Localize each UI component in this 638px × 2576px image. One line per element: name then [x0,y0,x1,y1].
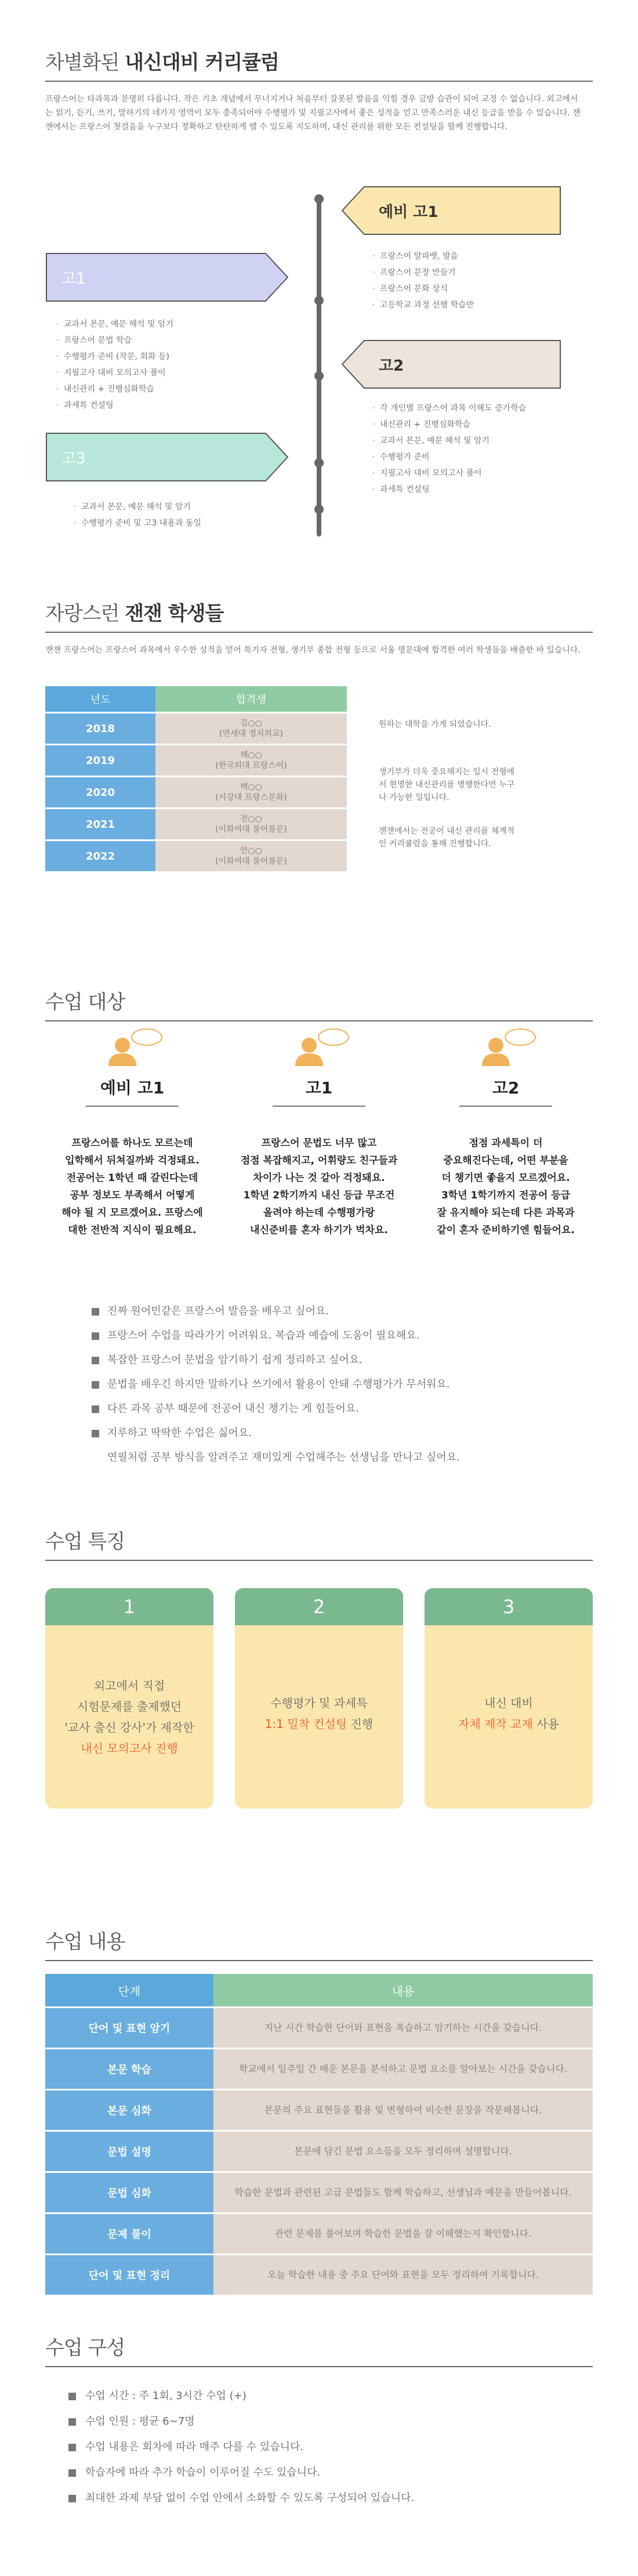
students-note: 생기부가 더욱 중요해지는 입시 전형에서 현명한 내신관리를 병행한다면 누구나 가능한 일입니다. [379,767,515,802]
timeline-dot [314,296,324,305]
table-row: 2018 김○○ (연세대 정치외교) [45,713,347,744]
stage-flag-3: 고3 [45,432,289,482]
table-row: 단어 및 표현 정리 오늘 학습한 내용 중 주요 단어와 표현을 모두 정리하여 기록합니다. [45,2255,593,2295]
contents-title: 수업 내용 [45,1926,593,1961]
stage-list-1: · 교과서 본문, 예문 해석 및 암기 · 프랑스어 문법 학습 · 수행평가 준비 (작문, 회화 등) · 지필고사 대비 모의고사 풀이 · 내신관리 + 진행심화학습 · 과세특 컨설팅 [51,316,173,414]
table-row: 본문 심화 본문의 주요 표현들을 활용 및 변형하여 비슷한 문장을 작문해봅니다. [45,2090,593,2130]
table-row: 본문 학습 학교에서 일주일 간 배운 본문을 분석하고 문법 요소를 알아보는 시간을 갖습니다. [45,2049,593,2089]
target-title: 수업 대상 [45,986,593,1021]
target-card-pre1: 예비 고1 프랑스어를 하나도 모르는데 입학해서 뒤쳐질까봐 걱정돼요. 전공어는 1학년 때 갈린다는데 공부 정보도 부족해서 어떻게 해야 될 지 모르겠어요. 프랑스에 대한 전반적 지식이 필요해요. [45,1027,219,1239]
table-row: 문법 심화 학습한 문법과 관련된 고급 문법들도 함께 학습하고, 선생님과 예문을 만들어봅니다. [45,2173,593,2212]
target-checklist [92,1299,460,1470]
stage-list-2: · 각 개인별 프랑스어 과목 이해도 증가학습 · 내신관리 + 진행심화학습 · 교과서 본문, 예문 해석 및 암기 · 수행평가 준비 · 지필고사 대비 모의고사 풀이 · 과세특 컨설팅 [367,400,526,498]
curriculum-section [45,46,593,557]
student-avatar-icon [287,1027,351,1067]
col-year: 년도 [45,686,155,712]
students-table [45,684,347,873]
students-title: 자랑스런 잰잰 학생들 [45,597,593,633]
students-intro: 잰잰 프랑스어는 프랑스어 과목에서 우수한 성적을 얻어 특기자 전형, 생기부 종합 전형 등으로 서울 명문대에 합격한 여러 학생들을 배출한 바 있습니다. [45,646,581,655]
table-row: 2019 해○○ (한국외대 프랑스어) [45,745,347,776]
list-item: 수업 시간 : 주 1회, 3시간 수업 (+) [68,2383,593,2409]
student-avatar-icon [474,1027,538,1067]
stage-list-3: · 교과서 본문, 예문 해석 및 암기 · 수행평가 준비 및 고3 내용과 동일 [68,499,201,531]
table-row: 2022 안○○ (이화여대 불어불문) [45,841,347,871]
feature-card-1: 1 외고에서 직접 시험문제를 출제했던 '교사 출신 강사'가 제작한 내신 모의고사 진행 [45,1588,213,1809]
feature-card-2: 2 수행평가 및 과세특 1:1 밀착 컨설팅 진행 [235,1588,403,1809]
table-row: 단어 및 표현 암기 지난 시간 학습한 단어와 표현을 복습하고 암기하는 시간을 갖습니다. [45,2008,593,2048]
curriculum-intro: 프랑스어는 타과목과 분명히 다릅니다. 작은 기초 개념에서 무너지거나 처음부터 잘못된 발음을 익힐 경우 금방 습관이 되어 교정 수 없습니다. 외고에서는 읽기, 듣기, 쓰기, 말하기의 네가지 영역이 모두 충족되어야 수행평가 및 지필고사에서 좋은 성적을 얻고 만족스러운 내신 등급을 받을 수 있습니다. 잰잰에서는 프랑스어 첫걸음을 누구보다 정확하고 탄탄하게 뗄 수 있도록 지도하며, 내신 관리를 위한 모든 컨설팅을 함께 진행합니다. [45,95,581,132]
list-item: 수업 인원 : 평균 6~7명 [68,2409,593,2434]
list-item: 지루하고 딱딱한 수업은 싫어요. [92,1421,460,1445]
col-step: 단계 [45,1974,213,2006]
table-row: 문법 설명 본문에 담긴 문법 요소들을 모두 정리하며 설명합니다. [45,2132,593,2171]
feature-card-3: 3 내신 대비 자체 제작 교재 사용 [425,1588,593,1809]
composition-title: 수업 구성 [45,2332,593,2367]
list-item: 학습자에 따라 추가 학습이 이루어질 수도 있습니다. [68,2460,593,2486]
col-result: 합격생 [155,686,347,712]
timeline-dot [314,505,324,514]
table-row: 2021 전○○ (이화여대 불어불문) [45,809,347,839]
composition-list [68,2383,593,2511]
list-item: 최대한 과제 부담 없이 수업 안에서 소화할 수 있도록 구성되어 있습니다. [68,2486,593,2511]
target-card-1: 고1 프랑스어 문법도 너무 많고 점점 복잡해지고, 어휘량도 친구들과 차이가 나는 것 같아 걱정돼요. 1학년 2학기까지 내신 등급 무조건 올려야 하는데 수행평가랑 내신준비를 혼자 하기가 벅차요. [232,1027,406,1239]
target-section [45,986,593,1520]
timeline-dot [314,194,324,204]
students-section [45,597,593,922]
list-item: 연필처럼 공부 방식을 알려주고 재미있게 수업해주는 선생님을 만나고 싶어요. [107,1451,460,1463]
features-section [45,1526,593,1827]
contents-section [45,1926,593,2343]
table-row: 2020 백○○ (서강대 프랑스문화) [45,777,347,807]
col-desc: 내용 [213,1974,593,2006]
list-item: 진짜 원어민같은 프랑스어 발음을 배우고 싶어요. [92,1299,460,1324]
table-row: 문제 풀이 관련 문제를 풀어보며 학습한 문법을 잘 이해했는지 확인합니다. [45,2214,593,2253]
stage-flag-pre1: 예비 고1 [341,186,561,236]
features-title: 수업 특징 [45,1526,593,1561]
target-card-2: 고2 점점 과세특이 더 중요해진다는데, 어떤 부분을 더 챙기면 좋을지 모르겠어요. 3학년 1학기까지 전공어 등급 잘 유지해야 되는데 다른 과목과 같이 혼자 준비하기엔 힘들어요. [419,1027,593,1239]
list-item: 수업 내용은 회차에 따라 매주 다를 수 있습니다. [68,2434,593,2460]
list-item: 문법을 배우긴 하지만 말하기나 쓰기에서 활용이 안돼 수행평가가 무서워요. [92,1372,460,1397]
list-item: 다른 과목 공부 때문에 전공어 내신 챙기는 게 힘들어요. [92,1397,460,1421]
students-note: 잰잰에서는 전공어 내신 관리를 체계적인 커리큘럼을 통해 진행합니다. [379,827,515,849]
timeline-line [317,194,321,537]
contents-table [45,1972,593,2296]
list-item: 프랑스어 수업을 따라가기 어려워요. 복습과 예습에 도움이 필요해요. [92,1324,460,1348]
student-avatar-icon [100,1027,164,1067]
timeline-dot [314,371,324,381]
stage-list-pre1: · 프랑스어 알파벳, 발음 · 프랑스어 문장 만들기 · 프랑스어 문화 상식 · 고등학교 과정 선행 학습반 [367,248,474,313]
stage-flag-1: 고1 [45,252,289,302]
composition-section [45,2332,593,2564]
students-note: 원하는 대학을 가게 되었습니다. [379,720,491,729]
stage-flag-2: 고2 [341,339,561,389]
timeline-dot [314,458,324,468]
curriculum-title: 차별화된 내신대비 커리큘럼 [45,46,593,82]
list-item: 복잡한 프랑스어 문법을 암기하기 쉽게 정리하고 싶어요. [92,1348,460,1372]
